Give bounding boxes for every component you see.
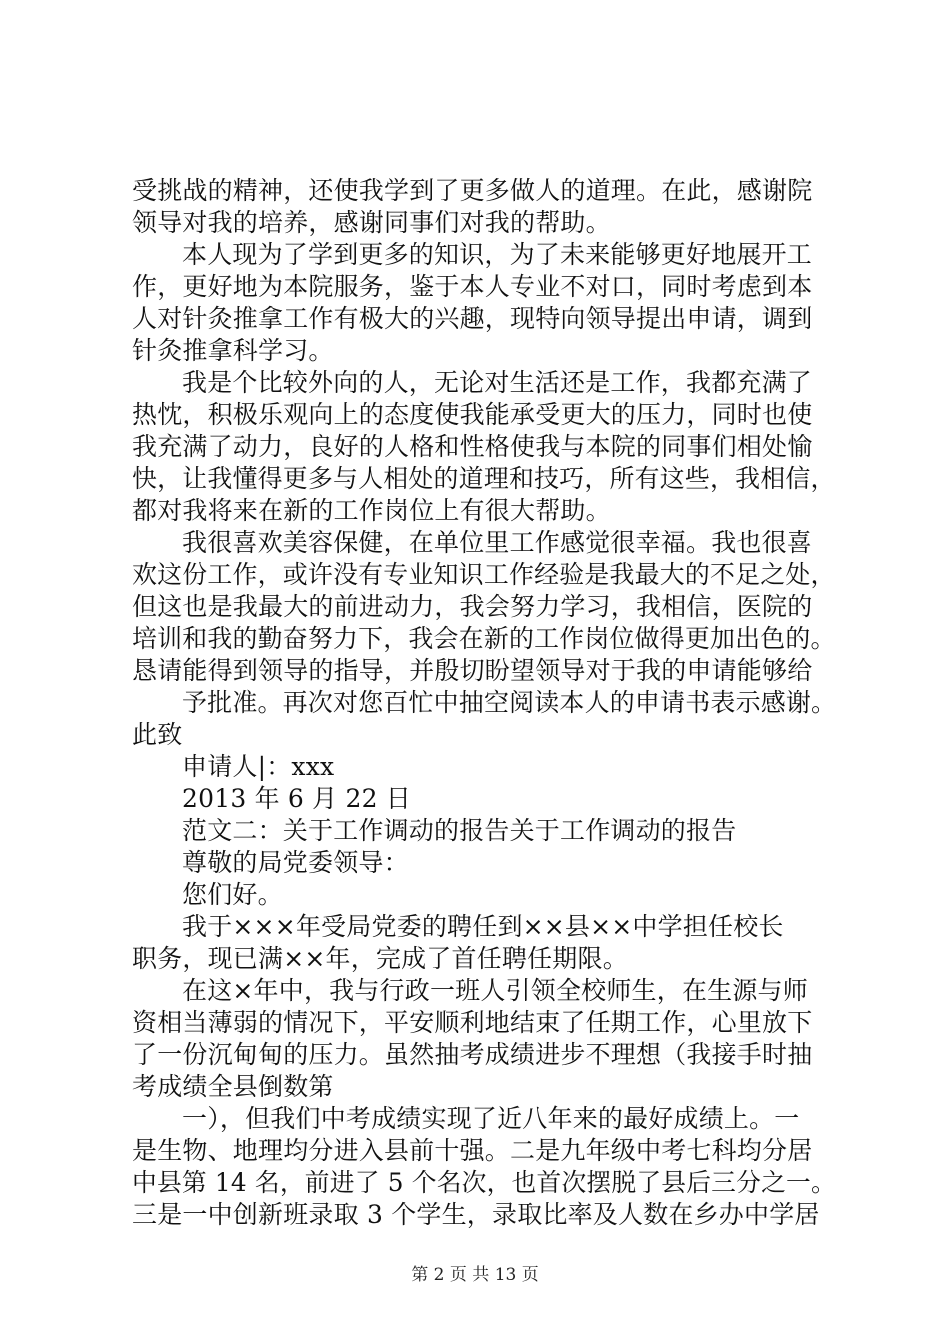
text-line: 培训和我的勤奋努力下，我会在新的工作岗位做得更加出色的。 (132, 624, 836, 653)
text-line: 此致 (132, 720, 183, 749)
text-line: 我充满了动力，良好的人格和性格使我与本院的同事们相处愉 (132, 432, 813, 461)
date-line: 2013 年 6 月 22 日 (182, 784, 412, 813)
text-line: 受挑战的精神，还使我学到了更多做人的道理。在此，感谢院 (132, 176, 813, 205)
text-line: 快，让我懂得更多与人相处的道理和技巧，所有这些，我相信， (132, 464, 836, 493)
text-line: 予批准。再次对您百忙中抽空阅读本人的申请书表示感谢。 (182, 688, 837, 717)
text-line: 但这也是我最大的前进动力，我会努力学习，我相信，医院的 (132, 592, 813, 621)
text-line: 本人现为了学到更多的知识，为了未来能够更好地展开工 (182, 240, 813, 269)
text-line: 热忱，积极乐观向上的态度使我能承受更大的压力，同时也使 (132, 400, 813, 429)
section-title: 范文二：关于工作调动的报告关于工作调动的报告 (182, 816, 737, 845)
text-line: 我是个比较外向的人，无论对生活还是工作，我都充满了 (182, 368, 813, 397)
page-number-footer: 第 2 页 共 13 页 (411, 1265, 539, 1285)
text-line: 职务，现已满××年，完成了首任聘任期限。 (132, 944, 628, 973)
text-line: 欢这份工作，或许没有专业知识工作经验是我最大的不足之处， (132, 560, 836, 589)
text-line: 考成绩全县倒数第 (132, 1072, 334, 1101)
text-line: 领导对我的培养，感谢同事们对我的帮助。 (132, 208, 611, 237)
text-line: 了一份沉甸甸的压力。虽然抽考成绩进步不理想（我接手时抽 (132, 1040, 813, 1069)
text-line: 申请人|：xxx (182, 752, 335, 781)
text-line: 针灸推拿科学习。 (132, 336, 334, 365)
text-line: 资相当薄弱的情况下，平安顺利地结束了任期工作，心里放下 (132, 1008, 813, 1037)
greeting: 您们好。 (182, 880, 283, 909)
text-line: 恳请能得到领导的指导，并殷切盼望领导对于我的申请能够给 (132, 656, 813, 685)
text-line: 都对我将来在新的工作岗位上有很大帮助。 (132, 496, 611, 525)
text-line: 作，更好地为本院服务，鉴于本人专业不对口，同时考虑到本 (132, 272, 813, 301)
salutation: 尊敬的局党委领导： (182, 848, 409, 877)
text-line: 人对针灸推拿工作有极大的兴趣，现特向领导提出申请，调到 (132, 304, 813, 333)
text-line: 我很喜欢美容保健，在单位里工作感觉很幸福。我也很喜 (182, 528, 813, 557)
text-line: 我于×××年受局党委的聘任到××县××中学担任校长 (182, 912, 784, 941)
text-line: 是生物、地理均分进入县前十强。二是九年级中考七科均分居 (132, 1136, 813, 1165)
text-line: 在这×年中，我与行政一班人引领全校师生，在生源与师 (182, 976, 808, 1005)
text-line: 三是一中创新班录取 3 个学生，录取比率及人数在乡办中学居 (132, 1200, 820, 1229)
text-line: 中县第 14 名，前进了 5 个名次，也首次摆脱了县后三分之一。 (132, 1168, 836, 1197)
text-line: 一），但我们中考成绩实现了近八年来的最好成绩上。一 (182, 1104, 800, 1133)
